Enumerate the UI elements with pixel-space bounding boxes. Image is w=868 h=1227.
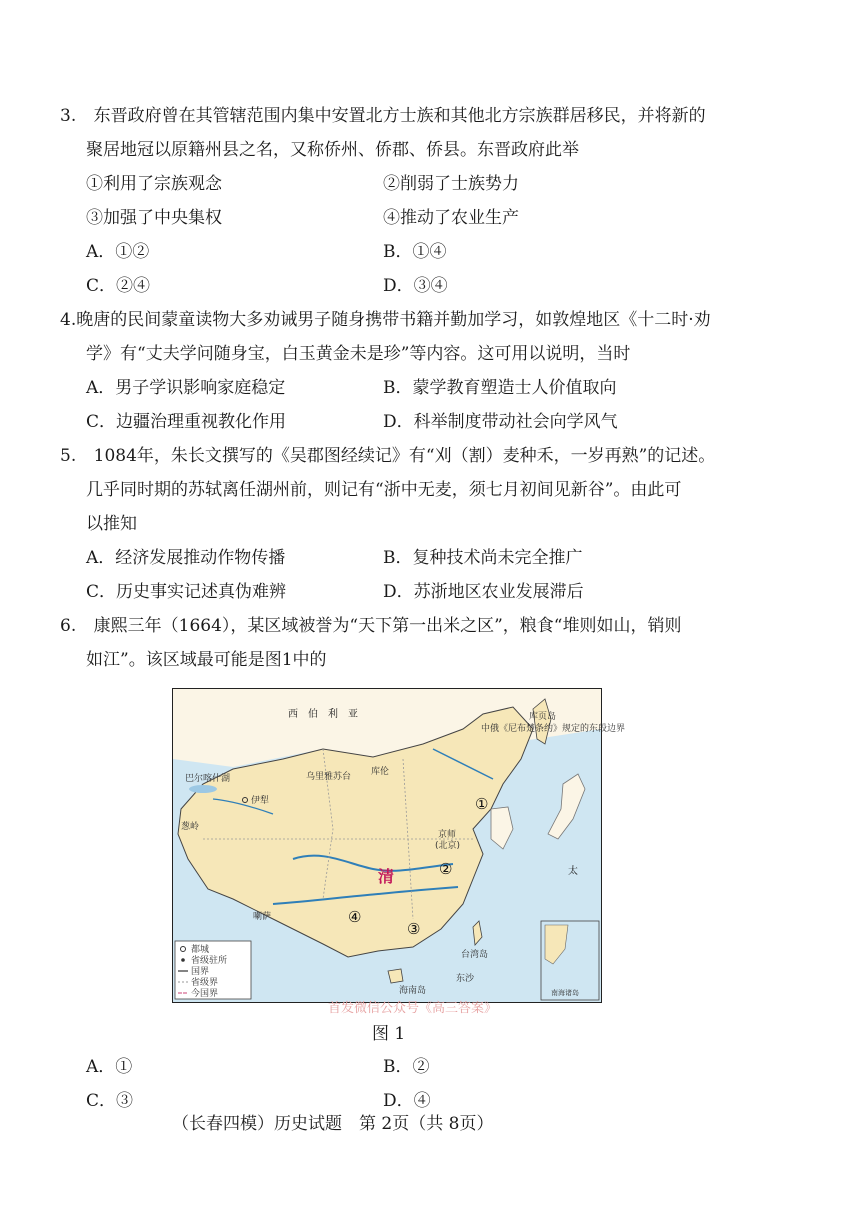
page-footer: （长春四模）历史试题 第 2页（共 8页） [172, 1114, 494, 1134]
question-6-text-1: 康熙三年（1664），某区域被誉为“天下第一出米之区”，粮食“堆则如山，销则 [93, 616, 682, 636]
question-5-line-2: 几乎同时期的苏轼离任湖州前，则记有“浙中无麦，须七月初间见新谷”。由此可 [86, 480, 682, 500]
question-3-statement-4: ④推动了农业生产 [383, 208, 519, 228]
question-3-statement-1: ①利用了宗族观念 [86, 174, 222, 194]
question-6-option-b[interactable]: B．② [383, 1057, 430, 1077]
question-4-line-1 [60, 308, 711, 332]
question-3-statement-2: ②削弱了士族势力 [383, 174, 519, 194]
question-3-option-a[interactable]: A．①② [86, 242, 150, 262]
map-label-ulyasutai: 乌里雅苏台 [306, 772, 352, 782]
question-3-option-d[interactable]: D．③④ [383, 276, 448, 296]
question-6-number: 6. [60, 616, 77, 636]
qing-dynasty-map [172, 688, 626, 1003]
map-label-nerchinsk: 中俄《尼布楚条约》规定的东段边界 [481, 724, 626, 734]
map-label-dongsha: 东沙 [456, 974, 475, 984]
question-4-line-2: 学》有“丈夫学问随身宝，白玉黄金未是珍”等内容。这可用以说明，当时 [86, 344, 631, 364]
map-balkhash-lake [189, 785, 217, 793]
map-label-lhasa: 喇萨 [253, 912, 272, 922]
map-label-kulun: 库伦 [371, 767, 390, 777]
question-5-option-a[interactable]: A．经济发展推动作物传播 [86, 548, 286, 568]
question-3-statement-3: ③加强了中央集权 [86, 208, 222, 228]
map-marker-3: ③ [407, 920, 421, 938]
legend-national-border-label: 国界 [191, 967, 210, 977]
question-6-option-c[interactable]: C．③ [86, 1091, 134, 1111]
question-6-option-d[interactable]: D．④ [383, 1091, 431, 1111]
question-3-number: 3. [60, 106, 77, 126]
legend-provincial-seat-label: 省级驻所 [191, 956, 228, 966]
question-5-option-d[interactable]: D．苏浙地区农业发展滞后 [383, 582, 584, 602]
map-label-balkhash: 巴尔喀什湖 [185, 774, 231, 784]
question-5-text-1: 1084年，朱长文撰写的《吴郡图经续记》有“刈（割）麦种禾，一岁再熟”的记述。 [93, 446, 716, 466]
map-marker-2: ② [439, 860, 453, 878]
question-4-option-b[interactable]: B．蒙学教育塑造士人价值取向 [383, 378, 617, 398]
map-svg [173, 689, 626, 1002]
map-marker-4: ④ [348, 908, 362, 926]
question-6-option-a[interactable]: A．① [86, 1057, 133, 1077]
map-label-hainan: 海南岛 [399, 986, 427, 996]
question-5-line-3: 以推知 [86, 514, 137, 534]
legend-provincial-seat-icon [181, 958, 185, 962]
question-5-option-b[interactable]: B．复种技术尚未完全推广 [383, 548, 583, 568]
figure-caption: 图 1 [372, 1024, 406, 1044]
question-4-option-c[interactable]: C．边疆治理重视教化作用 [86, 412, 287, 432]
map-label-yili: 伊犁 [251, 796, 270, 806]
map-label-pacific: 太 [568, 866, 578, 877]
map-label-congling: 葱岭 [181, 822, 200, 832]
question-4-option-a[interactable]: A．男子学识影响家庭稳定 [86, 378, 286, 398]
map-label-jingshi: 京师 [438, 830, 457, 840]
legend-capital-label: 都城 [191, 945, 210, 955]
question-4-option-d[interactable]: D．科举制度带动社会向学风气 [383, 412, 618, 432]
legend-modern-border-label: 今国界 [191, 989, 219, 999]
question-3-line-1 [60, 104, 706, 128]
question-4-text-1: 晚唐的民间蒙童读物大多劝诫男子随身携带书籍并勤加学习，如敦煌地区《十二时·劝 [76, 310, 711, 330]
map-label-beijing: (北京) [435, 841, 461, 851]
question-3-option-b[interactable]: B．①④ [383, 242, 447, 262]
legend-province-border-label: 省级界 [191, 978, 219, 988]
question-4-number: 4. [60, 310, 77, 330]
question-5-option-c[interactable]: C．历史事实记述真伪难辨 [86, 582, 287, 602]
question-6-line-1 [60, 614, 681, 638]
question-5-number: 5. [60, 446, 77, 466]
question-3-text-1: 东晋政府曾在其管辖范围内集中安置北方士族和其他北方宗族群居移民，并将新的 [93, 106, 706, 126]
watermark: 首发微信公众号《高三答案》 [328, 1001, 498, 1016]
question-5-line-1 [60, 444, 715, 468]
map-label-taiwan: 台湾岛 [461, 950, 489, 960]
map-marker-1: ① [475, 795, 489, 813]
map-label-qing: 清 [378, 867, 395, 886]
question-3-line-2: 聚居地冠以原籍州县之名，又称侨州、侨郡、侨县。东晋政府此举 [86, 140, 579, 160]
map-hainan [388, 969, 403, 983]
map-label-siberia: 西 伯 利 亚 [288, 709, 358, 720]
question-6-line-2: 如江”。该区域最可能是图1中的 [86, 650, 327, 670]
inset-label: 南海诸岛 [551, 989, 579, 997]
question-3-option-c[interactable]: C．②④ [86, 276, 151, 296]
map-label-sakhalin: 库页岛 [529, 712, 557, 722]
